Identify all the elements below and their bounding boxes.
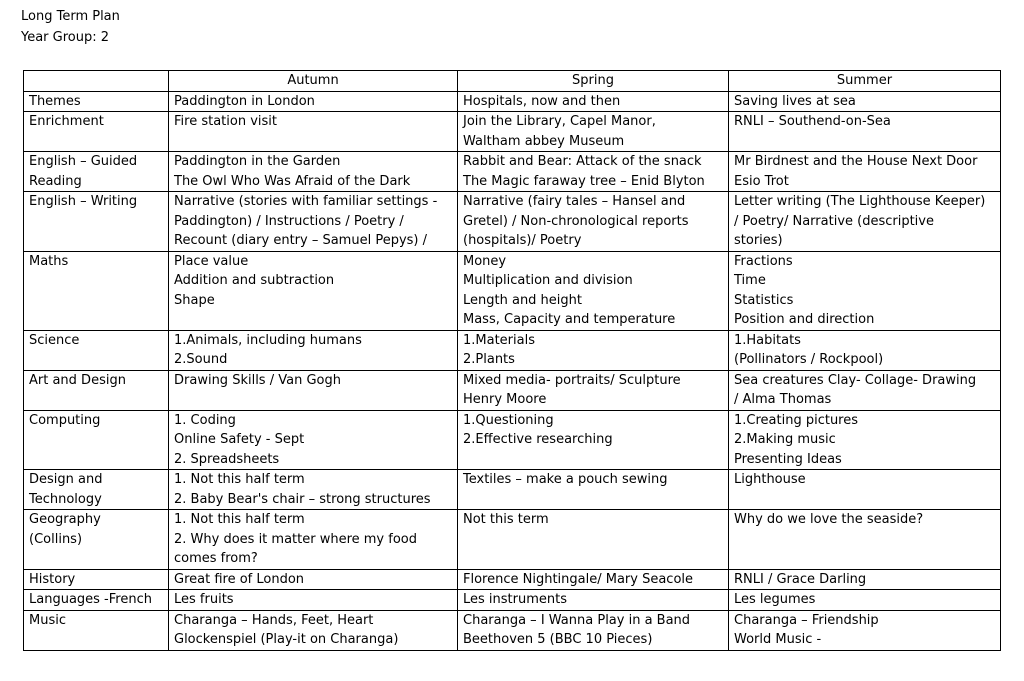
cell-line: Drawing Skills / Van Gogh [174,372,341,388]
cell-line: Geography [29,512,101,527]
header-summer: Summer [729,71,1001,92]
cell-line: Letter writing (The Lighthouse Keeper) [734,194,986,209]
cell-line: 2.Effective researching [463,432,613,447]
cell-line: Design and [29,472,103,487]
autumn-cell [169,470,458,510]
cell-line: Technology [29,491,102,507]
table-row [24,569,1001,590]
spring-cell [458,192,729,252]
cell-line: Charanga – Friendship [734,612,879,628]
subject-cell [24,470,169,510]
cell-line: Length and height [463,292,582,308]
cell-line: Les fruits [174,592,234,607]
cell-line: Narrative (fairy tales – Hansel and [463,194,686,209]
cell-line: Les legumes [734,592,816,607]
cell-line: 1. Coding [174,412,236,428]
cell-line: Fire station visit [174,114,277,129]
cell-line: Paddington) / Instructions / Poetry / [174,213,404,229]
cell-line: Saving lives at sea [734,93,856,109]
cell-line: Paddington in London [174,93,315,109]
subject-cell [24,370,169,410]
header-subject [24,71,169,92]
cell-line: 2. Why does it matter where my food [174,531,417,547]
cell-line: Great fire of London [174,571,305,587]
summer-cell [729,91,1001,112]
cell-line: (hospitals)/ Poetry [463,233,582,248]
cell-line: Science [29,332,80,348]
subject-cell [24,610,169,650]
table-row [24,510,1001,570]
cell-line: (Pollinators / Rockpool) [734,352,884,367]
cell-line: 1.Questioning [463,412,554,428]
cell-line: Art and Design [29,372,126,388]
table-row [24,590,1001,611]
cell-line: Sea creatures Clay- Collage- Drawing [734,372,977,388]
subject-cell [24,91,169,112]
summer-cell [729,510,1001,570]
cell-line: History [29,571,76,587]
cell-line: 2.Making music [734,432,836,447]
cell-line: Online Safety - Sept [174,432,305,447]
spring-cell [458,610,729,650]
subject-cell [24,510,169,570]
autumn-cell [169,410,458,470]
cell-line: Narrative (stories with familiar settings - [174,194,438,209]
autumn-cell [169,192,458,252]
summer-cell [729,370,1001,410]
cell-line: / Poetry/ Narrative (descriptive [734,213,934,229]
cell-line: 2.Sound [174,352,228,367]
cell-line: (Collins) [29,531,83,547]
cell-line: Enrichment [29,114,104,129]
cell-line: Position and direction [734,312,875,327]
cell-line: Beethoven 5 (BBC 10 Pieces) [463,632,653,647]
cell-line: Charanga – I Wanna Play in a Band [463,612,691,628]
autumn-cell [169,510,458,570]
summer-cell [729,569,1001,590]
subject-cell [24,152,169,192]
table-row [24,410,1001,470]
spring-cell [458,410,729,470]
autumn-cell [169,251,458,330]
table-row [24,251,1001,330]
cell-line: Why do we love the seaside? [734,512,924,527]
cell-line: 2.Plants [463,352,515,367]
cell-line: Join the Library, Capel Manor, [463,114,656,129]
cell-line: Textiles – make a pouch sewing [463,472,668,487]
subject-cell [24,330,169,370]
cell-line: Fractions [734,253,793,269]
table-row [24,330,1001,370]
cell-line: 1.Creating pictures [734,412,859,428]
cell-line: Time [734,273,766,288]
cell-line: Multiplication and division [463,273,633,288]
spring-cell [458,330,729,370]
year-group-label: Year Group: 2 [21,30,110,45]
cell-line: Hospitals, now and then [463,93,621,109]
cell-line: Maths [29,253,69,269]
autumn-cell [169,610,458,650]
cell-line: Reading [29,173,82,189]
autumn-cell [169,590,458,611]
cell-line: Esio Trot [734,173,789,189]
cell-line: Paddington in the Garden [174,154,341,169]
cell-line: Waltham abbey Museum [463,133,625,149]
cell-line: comes from? [174,551,258,566]
cell-line: Mr Birdnest and the House Next Door [734,154,978,169]
cell-line: Not this term [463,512,549,527]
cell-line: 1.Materials [463,332,535,348]
spring-cell [458,590,729,611]
cell-line: World Music - [734,632,822,647]
spring-cell [458,510,729,570]
cell-line: Place value [174,253,249,269]
summer-cell [729,590,1001,611]
cell-line: Gretel) / Non-chronological reports [463,213,689,229]
header-spring: Spring [458,71,729,92]
autumn-cell [169,152,458,192]
subject-cell [24,410,169,470]
cell-line: 1.Habitats [734,332,801,348]
subject-cell [24,569,169,590]
spring-cell [458,91,729,112]
cell-line: RNLI – Southend-on-Sea [734,114,891,129]
cell-line: The Owl Who Was Afraid of the Dark [174,173,411,189]
cell-line: Computing [29,412,101,428]
cell-line: Music [29,612,66,628]
autumn-cell [169,330,458,370]
autumn-cell [169,370,458,410]
cell-line: RNLI / Grace Darling [734,571,867,587]
cell-line: 2. Baby Bear's chair – strong structures [174,491,431,507]
summer-cell [729,192,1001,252]
document-title: Long Term Plan [21,9,120,24]
cell-line: 1. Not this half term [174,512,305,527]
spring-cell [458,470,729,510]
subject-cell [24,251,169,330]
cell-line: Les instruments [463,592,567,607]
cell-line: 1.Animals, including humans [174,332,362,348]
cell-line: The Magic faraway tree – Enid Blyton [463,173,705,189]
autumn-cell [169,91,458,112]
cell-line: Shape [174,292,215,308]
cell-line: Mixed media- portraits/ Sculpture [463,372,681,388]
summer-cell [729,251,1001,330]
table-row [24,91,1001,112]
summer-cell [729,330,1001,370]
cell-line: English – Guided [29,154,138,169]
summer-cell [729,112,1001,152]
summer-cell [729,152,1001,192]
header-autumn: Autumn [169,71,458,92]
cell-line: Henry Moore [463,392,547,407]
cell-line: 1. Not this half term [174,472,305,487]
header-row [24,71,1001,92]
table-row [24,370,1001,410]
subject-cell [24,112,169,152]
cell-line: Presenting Ideas [734,451,842,467]
cell-line: Lighthouse [734,472,806,487]
cell-line: Statistics [734,292,794,308]
cell-line: / Alma Thomas [734,392,832,407]
table-body [24,91,1001,650]
autumn-cell [169,112,458,152]
cell-line: Addition and subtraction [174,273,335,288]
table-row [24,610,1001,650]
cell-line: Themes [29,93,81,109]
spring-cell [458,251,729,330]
cell-line: Languages -French [29,592,152,607]
table-row [24,112,1001,152]
cell-line: Money [463,253,507,269]
spring-cell [458,569,729,590]
summer-cell [729,610,1001,650]
table-row [24,152,1001,192]
spring-cell [458,152,729,192]
cell-line: Recount (diary entry – Samuel Pepys) / [174,233,428,248]
spring-cell [458,370,729,410]
cell-line: English – Writing [29,194,138,209]
table-row [24,470,1001,510]
long-term-plan-table [23,70,1001,651]
table-row [24,192,1001,252]
cell-line: Rabbit and Bear: Attack of the snack [463,154,702,169]
cell-line: Charanga – Hands, Feet, Heart [174,612,374,628]
subject-cell [24,192,169,252]
autumn-cell [169,569,458,590]
subject-cell [24,590,169,611]
cell-line: stories) [734,233,783,248]
cell-line: Florence Nightingale/ Mary Seacole [463,571,694,587]
cell-line: Glockenspiel (Play-it on Charanga) [174,632,399,647]
summer-cell [729,410,1001,470]
cell-line: Mass, Capacity and temperature [463,312,676,327]
cell-line: 2. Spreadsheets [174,451,280,467]
summer-cell [729,470,1001,510]
spring-cell [458,112,729,152]
